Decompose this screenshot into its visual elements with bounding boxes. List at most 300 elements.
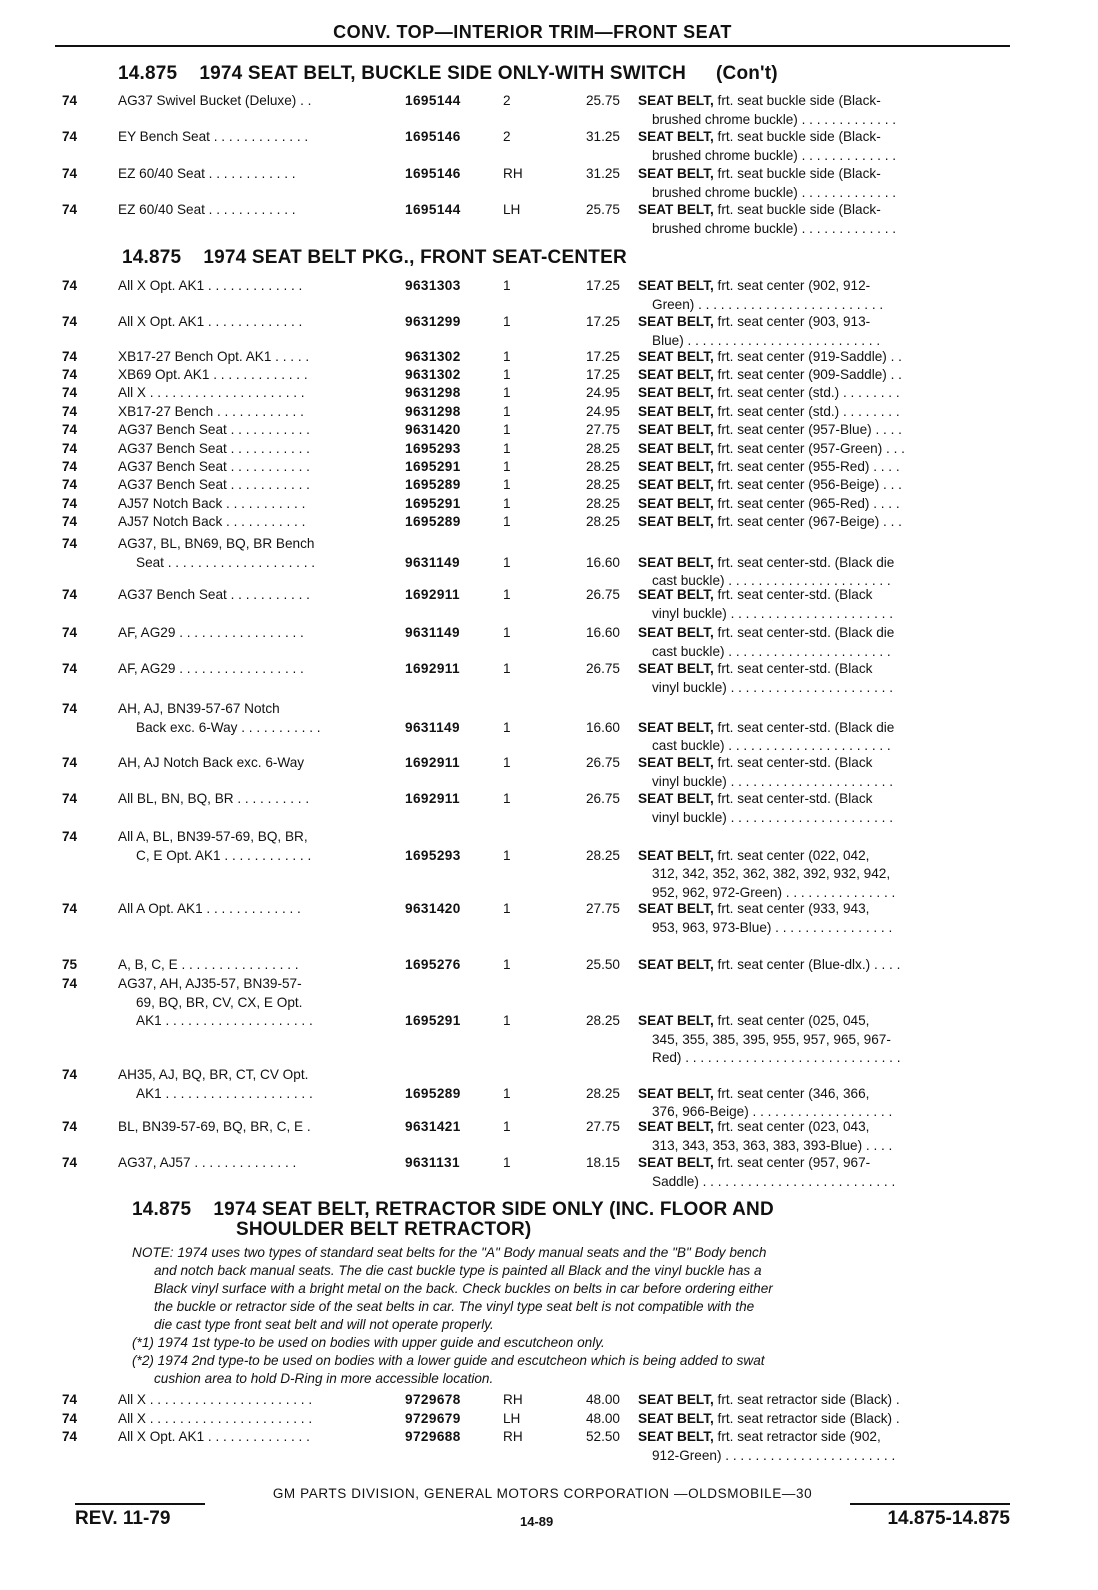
description-text: frt. seat buckle side (Black- [713, 202, 881, 217]
model-line: A, B, C, E . . . . . . . . . . . . . . . . [118, 957, 299, 972]
section-heading [118, 64, 778, 84]
description-text: cast buckle) . . . . . . . . . . . . . . . . . . . . . . [652, 573, 891, 588]
part-number: 1695289 [405, 514, 461, 529]
description-keyword-bold [638, 625, 714, 640]
part-description [638, 366, 1006, 385]
model-application [118, 956, 398, 975]
model-year: 74 [62, 349, 78, 364]
note-line: the buckle or retractor side of the seat belts in car. The vinyl type seat belt is not compatible with the [154, 1299, 755, 1314]
model-year: 74 [62, 536, 78, 551]
part-description [638, 165, 1006, 202]
model-line: AG37 Bench Seat . . . . . . . . . . . [118, 587, 310, 602]
model-line: All X . . . . . . . . . . . . . . . . . . . . . [118, 385, 305, 400]
price: 18.15 [585, 1155, 620, 1170]
description-line [638, 679, 1006, 698]
model-application [118, 700, 398, 737]
part-description [638, 384, 1006, 403]
description-text: frt. seat center (933, 943, [713, 901, 870, 916]
price: 28.25 [585, 477, 620, 492]
price: 27.75 [585, 901, 620, 916]
model-year: 74 [62, 901, 78, 916]
note-line: die cast type front seat belt and will not operate properly. [154, 1317, 494, 1332]
model-line: EZ 60/40 Seat . . . . . . . . . . . . [118, 166, 296, 181]
model-year: 74 [62, 625, 78, 640]
price: 48.00 [585, 1392, 620, 1407]
description-line [638, 1154, 1006, 1173]
description-line [638, 366, 1006, 385]
description-line [638, 605, 1006, 624]
model-line: AH35, AJ, BQ, BR, CT, CV Opt. [118, 1067, 309, 1082]
model-year: 74 [62, 1067, 78, 1082]
description-line [638, 1031, 1006, 1050]
description-keyword-bold [638, 1013, 714, 1028]
description-text: cast buckle) . . . . . . . . . . . . . . . . . . . . . . [652, 738, 891, 753]
quantity: LH [503, 202, 521, 217]
part-number: 1695146 [405, 129, 461, 144]
description-line [638, 495, 1006, 514]
part-number: 9631131 [405, 1155, 460, 1170]
description-text: 912-Green) . . . . . . . . . . . . . . . . . . . . . . . [652, 1447, 896, 1463]
description-text: frt. seat center (955-Red) . . . . [713, 459, 900, 474]
model-year: 74 [62, 367, 78, 382]
model-application [118, 754, 398, 773]
description-line [638, 220, 1006, 239]
description-keyword: SEAT BELT, [638, 496, 714, 511]
part-description [638, 313, 1006, 350]
quantity: 1 [503, 554, 511, 570]
description-line [638, 92, 1006, 111]
description-line [638, 1428, 1006, 1447]
description-text: frt. seat center (902, 912- [713, 278, 871, 293]
price: 26.75 [585, 661, 620, 676]
quantity: 1 [503, 847, 511, 863]
part-description [638, 1428, 1006, 1465]
model-line: All X . . . . . . . . . . . . . . . . . . . . . . [118, 1411, 313, 1426]
description-text: Green) . . . . . . . . . . . . . . . . . . . . . . . . . [652, 296, 884, 312]
description-keyword-bold [638, 1429, 714, 1444]
part-number: 1695276 [405, 957, 461, 972]
part-description [638, 790, 1006, 827]
quantity: 1 [503, 385, 511, 400]
description-keyword: SEAT BELT, [638, 1411, 714, 1426]
part-description [638, 513, 1006, 532]
section-title-text: 1974 SEAT BELT, RETRACTOR SIDE ONLY (INC. FLOOR AND [213, 1199, 774, 1220]
description-line [638, 313, 1006, 332]
price: 28.25 [585, 496, 620, 511]
model-line: AG37, BL, BN69, BQ, BR Bench [118, 536, 315, 551]
description-text: frt. seat buckle side (Black- [713, 166, 881, 181]
part-number: 9631299 [405, 314, 461, 329]
description-line [638, 956, 1006, 975]
model-line: XB17-27 Bench . . . . . . . . . . . . [118, 404, 304, 419]
page-title: CONV. TOP—INTERIOR TRIM—FRONT SEAT [55, 22, 1010, 47]
part-number: 1695289 [405, 1085, 461, 1101]
description-keyword-bold [638, 314, 714, 329]
model-application [118, 1118, 398, 1137]
price: 28.25 [585, 1013, 620, 1028]
model-application [118, 403, 398, 422]
model-application [118, 495, 398, 514]
description-line [638, 403, 1006, 422]
description-keyword: SEAT BELT, [638, 1085, 714, 1101]
part-description [638, 92, 1006, 129]
description-line [638, 201, 1006, 220]
part-description [638, 421, 1006, 440]
price: 24.95 [585, 404, 620, 419]
description-text: frt. seat center (022, 042, [713, 847, 870, 863]
description-line [638, 165, 1006, 184]
part-number: 1695293 [405, 847, 461, 863]
description-text: Red) . . . . . . . . . . . . . . . . . . . . . . . . . . . . . [652, 1050, 901, 1065]
section-heading [132, 1200, 774, 1240]
model-application [118, 1154, 398, 1173]
model-line: All A Opt. AK1 . . . . . . . . . . . . . [118, 901, 301, 916]
note-line: and notch back manual seats. The die cast buckle type is painted all Black and the vinyl buckle has a [154, 1263, 762, 1278]
description-line [638, 847, 1006, 866]
description-keyword-bold [638, 1392, 714, 1407]
model-year: 74 [62, 587, 78, 602]
price: 31.25 [585, 129, 620, 144]
description-keyword-bold [638, 957, 714, 972]
description-text: 313, 343, 353, 363, 383, 393-Blue) . . . . [652, 1137, 893, 1153]
part-number: 1695289 [405, 477, 461, 492]
part-number: 9631149 [405, 719, 460, 735]
description-keyword-bold [638, 1411, 714, 1426]
quantity: 1 [503, 514, 511, 529]
model-line: All X . . . . . . . . . . . . . . . . . . . . . . [118, 1392, 313, 1407]
model-year: 74 [62, 166, 78, 181]
description-line [638, 1391, 1006, 1410]
model-line: AJ57 Notch Back . . . . . . . . . . . [118, 514, 306, 529]
part-description [638, 900, 1006, 937]
model-year: 74 [62, 404, 78, 419]
model-year: 74 [62, 1392, 78, 1407]
continued-label: (Con't) [716, 63, 778, 84]
description-keyword-bold [638, 791, 714, 806]
part-number: 9631421 [405, 1119, 461, 1134]
price: 17.25 [585, 314, 620, 329]
description-keyword-bold [638, 555, 714, 570]
model-application [118, 828, 398, 865]
model-line: AG37 Swivel Bucket (Deluxe) . . [118, 93, 312, 108]
description-text: frt. seat buckle side (Black- [713, 129, 881, 144]
model-line: XB69 Opt. AK1 . . . . . . . . . . . . . [118, 367, 308, 382]
part-number: 1695291 [405, 459, 461, 474]
description-keyword: SEAT BELT, [638, 1155, 714, 1170]
part-description [638, 754, 1006, 791]
model-application [118, 790, 398, 809]
quantity: RH [503, 1429, 523, 1444]
description-text: frt. seat center (std.) . . . . . . . . [713, 385, 900, 400]
part-number: 1692911 [405, 791, 460, 806]
description-text: frt. seat center (957-Blue) . . . . [713, 422, 902, 437]
footer-rule-right [850, 1503, 1010, 1505]
description-keyword: SEAT BELT, [638, 901, 714, 916]
description-keyword: SEAT BELT, [638, 791, 714, 806]
description-keyword: SEAT BELT, [638, 719, 714, 735]
description-line [638, 1137, 1006, 1156]
description-line [638, 624, 1006, 643]
description-text: vinyl buckle) . . . . . . . . . . . . . . . . . . . . . . [652, 679, 893, 695]
model-year: 75 [62, 957, 78, 972]
description-text: frt. seat center (023, 043, [713, 1119, 870, 1134]
description-keyword-bold [638, 202, 714, 217]
part-number: 9631302 [405, 367, 461, 382]
model-year: 74 [62, 202, 78, 217]
description-keyword: SEAT BELT, [638, 477, 714, 492]
part-number: 1695144 [405, 202, 461, 217]
part-number: 1695291 [405, 496, 461, 511]
model-line: XB17-27 Bench Opt. AK1 . . . . . [118, 349, 310, 364]
description-keyword: SEAT BELT, [638, 404, 714, 419]
description-keyword: SEAT BELT, [638, 957, 714, 972]
description-keyword: SEAT BELT, [638, 166, 714, 181]
footer-rule-left [75, 1503, 205, 1505]
description-text: cast buckle) . . . . . . . . . . . . . . . . . . . . . . [652, 643, 891, 659]
section-range: 14.875-14.875 [887, 1508, 1010, 1529]
page-number: 14-89 [520, 1514, 554, 1529]
description-text: frt. seat center (967-Beige) . . . [713, 514, 902, 529]
model-line: 69, BQ, BR, CV, CX, E Opt. [136, 994, 303, 1010]
quantity: LH [503, 1411, 521, 1426]
quantity: 1 [503, 349, 511, 364]
price: 16.60 [585, 719, 620, 735]
description-keyword: SEAT BELT, [638, 367, 714, 382]
price: 26.75 [585, 755, 620, 770]
quantity: 1 [503, 1119, 511, 1134]
part-description [638, 495, 1006, 514]
model-year: 74 [62, 829, 78, 844]
part-number: 9729679 [405, 1411, 461, 1426]
model-line: BL, BN39-57-69, BQ, BR, C, E . [118, 1119, 311, 1134]
part-description [638, 277, 1006, 314]
model-line: AF, AG29 . . . . . . . . . . . . . . . . . [118, 625, 304, 640]
quantity: 1 [503, 459, 511, 474]
description-keyword-bold [638, 477, 714, 492]
model-application [118, 1428, 398, 1447]
description-text: frt. seat center (std.) . . . . . . . . [713, 404, 900, 419]
part-description [638, 1410, 1006, 1429]
part-description [638, 1154, 1006, 1191]
note-line: cushion area to hold D-Ring in more accessible location. [154, 1371, 494, 1386]
description-keyword: SEAT BELT, [638, 755, 714, 770]
part-description [638, 128, 1006, 165]
note-line: (*1) 1974 1st type-to be used on bodies with upper guide and escutcheon only. [132, 1335, 605, 1350]
description-text: 312, 342, 352, 362, 382, 392, 932, 942, [652, 866, 891, 881]
price: 25.50 [585, 957, 620, 972]
model-application [118, 348, 398, 367]
price: 24.95 [585, 385, 620, 400]
part-number: 1692911 [405, 755, 460, 770]
description-text: frt. seat retractor side (902, [713, 1429, 881, 1444]
description-keyword: SEAT BELT, [638, 314, 714, 329]
part-description [638, 201, 1006, 238]
section-number: 14.875 [118, 63, 178, 84]
part-description [638, 1118, 1006, 1155]
description-line [638, 184, 1006, 203]
quantity: 1 [503, 719, 511, 735]
part-number: 9631420 [405, 422, 461, 437]
model-application [118, 975, 398, 1031]
description-text: frt. seat center (025, 045, [713, 1013, 870, 1028]
description-keyword: SEAT BELT, [638, 385, 714, 400]
model-application [118, 201, 398, 220]
description-keyword: SEAT BELT, [638, 514, 714, 529]
quantity: 1 [503, 901, 511, 916]
model-year: 74 [62, 1411, 78, 1426]
description-line [638, 660, 1006, 679]
description-text: frt. seat center-std. (Black die [713, 719, 895, 735]
model-line: AG37, AJ57 . . . . . . . . . . . . . . [118, 1155, 297, 1170]
model-line: AG37 Bench Seat . . . . . . . . . . . [118, 459, 310, 474]
description-text: brushed chrome buckle) . . . . . . . . . . . . . [652, 111, 897, 127]
description-keyword: SEAT BELT, [638, 278, 714, 293]
description-text: frt. seat center-std. (Black [713, 755, 873, 770]
description-keyword-bold [638, 848, 714, 863]
description-keyword-bold [638, 404, 714, 419]
model-line: All BL, BN, BQ, BR . . . . . . . . . . [118, 791, 310, 806]
model-year: 74 [62, 314, 78, 329]
description-line [638, 554, 1006, 573]
description-keyword-bold [638, 385, 714, 400]
model-line: AK1 . . . . . . . . . . . . . . . . . . . . [136, 1013, 313, 1028]
quantity: 1 [503, 278, 511, 293]
part-description [638, 458, 1006, 477]
description-keyword-bold [638, 1086, 714, 1101]
description-keyword: SEAT BELT, [638, 459, 714, 474]
model-application [118, 277, 398, 296]
description-keyword: SEAT BELT, [638, 554, 714, 570]
description-text: frt. seat buckle side (Black- [713, 93, 881, 108]
description-line [638, 809, 1006, 828]
model-application [118, 586, 398, 605]
model-application [118, 458, 398, 477]
model-line: All X Opt. AK1 . . . . . . . . . . . . . [118, 278, 303, 293]
description-keyword-bold [638, 166, 714, 181]
model-year: 74 [62, 278, 78, 293]
description-text: frt. seat center-std. (Black [713, 587, 873, 602]
description-text: frt. seat center (957-Green) . . . [713, 441, 905, 456]
description-line [638, 458, 1006, 477]
model-application [118, 384, 398, 403]
model-line: AJ57 Notch Back . . . . . . . . . . . [118, 496, 306, 511]
model-line: EZ 60/40 Seat . . . . . . . . . . . . [118, 202, 296, 217]
description-text: frt. seat center (956-Beige) . . . [713, 477, 902, 492]
model-year: 74 [62, 477, 78, 492]
description-line [638, 147, 1006, 166]
price: 28.25 [585, 847, 620, 863]
description-text: 345, 355, 385, 395, 955, 957, 965, 967- [652, 1031, 891, 1047]
description-keyword-bold [638, 720, 714, 735]
model-application [118, 366, 398, 385]
description-keyword-bold [638, 514, 714, 529]
quantity: 1 [503, 1085, 511, 1101]
description-keyword: SEAT BELT, [638, 129, 714, 144]
model-application [118, 313, 398, 332]
description-text: frt. seat center (903, 913- [713, 314, 871, 329]
price: 48.00 [585, 1411, 620, 1426]
section-title-text: 1974 SEAT BELT, BUCKLE SIDE ONLY-WITH SWITCH [199, 63, 686, 84]
price: 17.25 [585, 367, 620, 382]
price: 17.25 [585, 349, 620, 364]
description-text: frt. seat retractor side (Black) . [713, 1411, 900, 1426]
description-keyword: SEAT BELT, [638, 1429, 714, 1444]
description-line [638, 296, 1006, 315]
quantity: 1 [503, 1013, 511, 1028]
part-description [638, 660, 1006, 697]
description-keyword: SEAT BELT, [638, 847, 714, 863]
price: 17.25 [585, 278, 620, 293]
description-text: frt. seat center (Blue-dlx.) . . . . [713, 957, 901, 972]
price: 31.25 [585, 166, 620, 181]
part-description [638, 440, 1006, 459]
description-line [638, 773, 1006, 792]
model-line: AF, AG29 . . . . . . . . . . . . . . . . . [118, 661, 304, 676]
description-keyword-bold [638, 1119, 714, 1134]
description-keyword: SEAT BELT, [638, 93, 714, 108]
price: 16.60 [585, 625, 620, 640]
model-application [118, 535, 398, 572]
description-text: frt. seat center (919-Saddle) . . [713, 349, 902, 364]
description-line [638, 1012, 1006, 1031]
description-keyword-bold [638, 129, 714, 144]
model-year: 74 [62, 976, 78, 991]
description-line [638, 865, 1006, 884]
price: 28.25 [585, 441, 620, 456]
part-number: 1695146 [405, 166, 461, 181]
note-line: NOTE: 1974 uses two types of standard seat belts for the "A" Body manual seats and the "B" Body bench [132, 1245, 767, 1260]
description-text: frt. seat retractor side (Black) . [713, 1392, 900, 1407]
model-line: AK1 . . . . . . . . . . . . . . . . . . . . [136, 1085, 313, 1101]
description-keyword: SEAT BELT, [638, 1119, 714, 1134]
description-line [638, 790, 1006, 809]
quantity: RH [503, 1392, 523, 1407]
quantity: 1 [503, 477, 511, 492]
description-text: frt. seat center-std. (Black die [713, 625, 895, 640]
model-line: EY Bench Seat . . . . . . . . . . . . . [118, 129, 309, 144]
price: 26.75 [585, 791, 620, 806]
description-text: 953, 963, 973-Blue) . . . . . . . . . . . . . . . . [652, 919, 893, 935]
description-text: frt. seat center-std. (Black die [713, 554, 895, 570]
quantity: 2 [503, 93, 511, 108]
description-keyword-bold [638, 587, 714, 602]
description-line [638, 513, 1006, 532]
part-number: 9631303 [405, 278, 461, 293]
section-heading [122, 248, 627, 268]
description-line [638, 1118, 1006, 1137]
model-application [118, 421, 398, 440]
quantity: 1 [503, 404, 511, 419]
part-number: 9631149 [405, 625, 460, 640]
part-number: 9631420 [405, 901, 461, 916]
quantity: 1 [503, 1155, 511, 1170]
model-line: AG37 Bench Seat . . . . . . . . . . . [118, 441, 310, 456]
description-text: vinyl buckle) . . . . . . . . . . . . . . . . . . . . . . [652, 605, 893, 621]
part-description [638, 586, 1006, 623]
model-line: C, E Opt. AK1 . . . . . . . . . . . . [136, 847, 312, 863]
description-keyword: SEAT BELT, [638, 587, 714, 602]
note-line: Black vinyl surface with a bright metal on the back. Check buckles on belts in car before ordering either [154, 1281, 773, 1296]
quantity: 1 [503, 957, 511, 972]
quantity: 1 [503, 791, 511, 806]
price: 52.50 [585, 1429, 620, 1444]
quantity: 1 [503, 661, 511, 676]
description-line [638, 421, 1006, 440]
price: 27.75 [585, 1119, 620, 1134]
description-keyword-bold [638, 441, 714, 456]
quantity: 2 [503, 129, 511, 144]
quantity: 1 [503, 441, 511, 456]
